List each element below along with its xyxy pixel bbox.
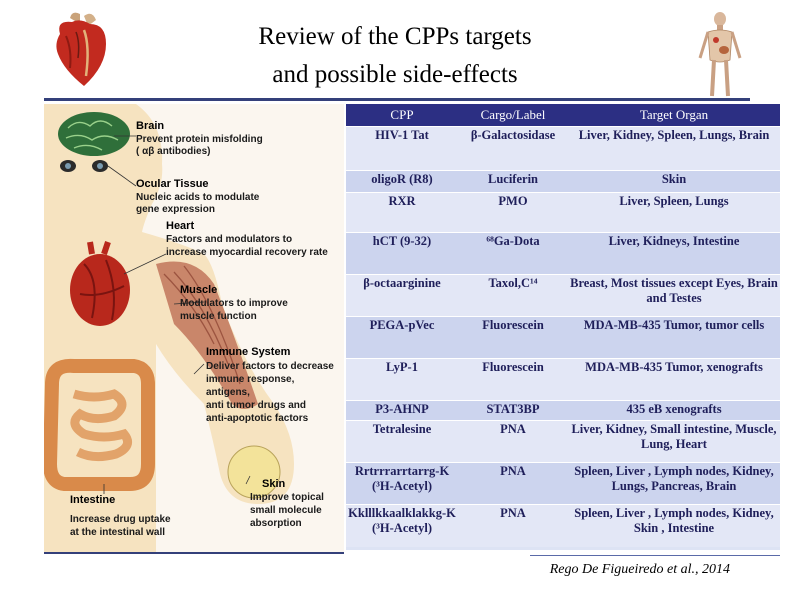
brain-desc-1: Prevent protein misfolding xyxy=(136,134,263,145)
skin-desc-2: small molecule xyxy=(250,505,322,516)
cell-cargo: Fluorescein xyxy=(458,317,568,359)
table-row xyxy=(346,171,780,193)
cell-target: MDA-MB-435 Tumor, tumor cells xyxy=(568,317,780,359)
cell-cargo: PNA xyxy=(458,505,568,547)
column-header-cpp: CPP xyxy=(346,104,458,127)
cell-cpp: oligoR (R8) xyxy=(346,171,458,193)
table-row xyxy=(346,127,780,171)
cell-cargo: STAT3BP xyxy=(458,401,568,421)
cell-cpp: HIV-1 Tat xyxy=(346,127,458,171)
title-underline xyxy=(44,98,750,101)
column-header-target: Target Organ xyxy=(568,104,780,127)
cell-cargo: PNA xyxy=(458,421,568,463)
cell-cargo: PNA xyxy=(458,463,568,505)
table-header-row xyxy=(346,104,780,127)
skin-desc-3: absorption xyxy=(250,518,302,529)
column-header-cargo: Cargo/Label xyxy=(458,104,568,127)
cell-cpp: P3-AHNP xyxy=(346,401,458,421)
table-row xyxy=(346,421,780,463)
cell-target: Liver, Kidney, Spleen, Lungs, Brain xyxy=(568,127,780,171)
brain-desc-2: ( αβ antibodies) xyxy=(136,146,211,157)
heart-label: Heart xyxy=(166,220,195,232)
muscle-desc-1: Modulators to improve xyxy=(180,298,288,309)
intestine-desc-1: Increase drug uptake xyxy=(70,514,171,525)
cell-cpp: Rrtrrrarrtarrg-K (³H-Acetyl) xyxy=(346,463,458,505)
table-row xyxy=(346,401,780,421)
cell-target: Skin xyxy=(568,171,780,193)
citation-rule xyxy=(530,555,780,556)
ocular-label: Ocular Tissue xyxy=(136,178,209,190)
cell-target: Liver, Kidney, Small intestine, Muscle, Lung, Heart xyxy=(568,421,780,463)
heart-desc-1: Factors and modulators to xyxy=(166,234,293,245)
cell-target: Liver, Kidneys, Intestine xyxy=(568,233,780,275)
table-row xyxy=(346,505,780,547)
cpp-table xyxy=(346,104,780,547)
body-illustration xyxy=(44,104,344,552)
cell-cpp: Tetralesine xyxy=(346,421,458,463)
cell-cargo: Taxol,C¹⁴ xyxy=(458,275,568,317)
cell-target: MDA-MB-435 Tumor, xenografts xyxy=(568,359,780,401)
cell-cargo: β-Galactosidase xyxy=(458,127,568,171)
cell-target: 435 eB xenografts xyxy=(568,401,780,421)
skeleton-icon xyxy=(694,10,746,100)
cell-cargo: PMO xyxy=(458,193,568,233)
immune-desc-3: antigens, xyxy=(206,387,250,398)
body-figure xyxy=(44,104,344,552)
intestine-label: Intestine xyxy=(70,494,116,506)
slide-title xyxy=(180,18,610,94)
cell-target: Liver, Spleen, Lungs xyxy=(568,193,780,233)
muscle-label: Muscle xyxy=(180,284,218,296)
immune-desc-4: anti tumor drugs and xyxy=(206,400,306,411)
cell-cpp: PEGA-pVec xyxy=(346,317,458,359)
cpp-table-panel xyxy=(346,104,780,550)
title-line-2: and possible side-effects xyxy=(272,61,518,88)
table-row xyxy=(346,317,780,359)
brain-label: Brain xyxy=(136,120,165,132)
ocular-desc-2: gene expression xyxy=(136,204,215,215)
immune-desc-2: immune response, xyxy=(206,374,295,385)
bottom-rule xyxy=(44,552,344,554)
intestine-desc-2: at the intestinal wall xyxy=(70,527,166,538)
skin-desc-1: Improve topical xyxy=(250,492,324,503)
cell-cargo: ⁶⁸Ga-Dota xyxy=(458,233,568,275)
table-row xyxy=(346,359,780,401)
cell-target: Spleen, Liver , Lymph nodes, Kidney, Skin , Intestine xyxy=(568,505,780,547)
table-row xyxy=(346,193,780,233)
cell-target: Spleen, Liver , Lymph nodes, Kidney, Lungs, Pancreas, Brain xyxy=(568,463,780,505)
immune-desc-5: anti-apoptotic factors xyxy=(206,413,309,424)
skin-label: Skin xyxy=(262,478,286,490)
cell-cpp: Kklllkkaalklakkg-K (³H-Acetyl) xyxy=(346,505,458,547)
title-line-1: Review of the CPPs targets xyxy=(258,23,532,50)
cell-cargo: Luciferin xyxy=(458,171,568,193)
cell-cpp: β-octaarginine xyxy=(346,275,458,317)
heart-desc-2: increase myocardial recovery rate xyxy=(166,247,328,258)
heart-icon xyxy=(50,10,112,88)
cell-cpp: RXR xyxy=(346,193,458,233)
cell-cpp: hCT (9-32) xyxy=(346,233,458,275)
immune-desc-1: Deliver factors to decrease xyxy=(206,361,334,372)
table-row xyxy=(346,233,780,275)
immune-label: Immune System xyxy=(206,346,291,358)
cell-cargo: Fluorescein xyxy=(458,359,568,401)
ocular-desc-1: Nucleic acids to modulate xyxy=(136,192,260,203)
cell-cpp: LyP-1 xyxy=(346,359,458,401)
table-row xyxy=(346,463,780,505)
table-row xyxy=(346,275,780,317)
cell-target: Breast, Most tissues except Eyes, Brain and Testes xyxy=(568,275,780,317)
muscle-desc-2: muscle function xyxy=(180,311,257,322)
citation: Rego De Figueiredo et al., 2014 xyxy=(549,562,730,577)
